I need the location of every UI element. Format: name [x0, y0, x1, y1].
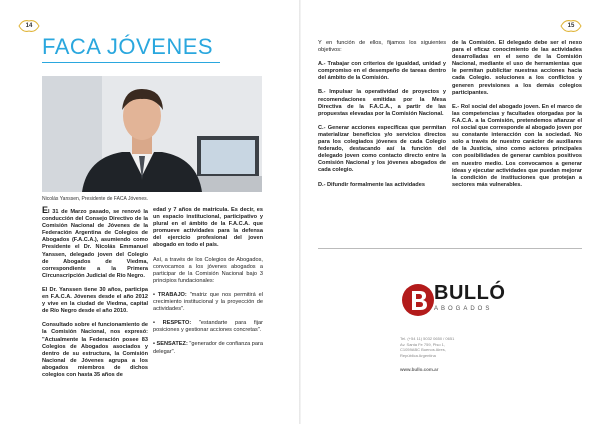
objective-c: C.- Generar acciones específicas que permitan materializar beneficios y/o servicios directos para los colegiados jóvenes de cada Colegio federado, destacando así la función del delegado joven como contacto directo entre la Comisión Nacional y los jóvenes abogados de cada colegio. — [318, 124, 446, 174]
page-gutter — [299, 0, 301, 424]
drop-cap: E — [42, 205, 49, 215]
portrait-illustration — [42, 76, 262, 192]
objective-a: A.- Trabajar con criterios de igualdad, unidad y compromiso en el desempeño de tareas dentro del ámbito de la Comisión. — [318, 61, 446, 82]
contact-line: Tel. (+54 11) 5032 0650 / 0651 — [400, 336, 455, 341]
paragraph-principles: Así, a través de los Colegios de Abogados, convocamos a los jóvenes abogados a participar de la Comisión Nacional bajo 3 principios fundacionales: — [153, 256, 263, 284]
website-link[interactable]: www.bullo.com.ar — [400, 367, 439, 372]
column-right-c — [318, 40, 446, 196]
brand-subtitle: ABOGADOS — [434, 306, 493, 312]
objective-b: B.- Impulsar la operatividad de proyectos y recomendaciones emitidas por la Mesa Directiva de la F.A.C.A., a partir de las propuestas elevadas por la Comisión Nacional. — [318, 89, 446, 117]
objective-d: D.- Difundir formalmente las actividades — [318, 181, 425, 188]
paragraph-space: edad y 7 años de matrícula. Es decir, es un espacio institucional, participativo y plural en el ámbito de la F.A.C.A. que promueve actividades para la defensa del ejercicio profesional del joven abogado en todo el país. — [153, 207, 263, 249]
photo-caption: Nicolás Yanssen, Presidente de FACA Jóvenes. — [42, 196, 148, 202]
article-headline: FACA JÓVENES — [42, 34, 214, 59]
contact-line: República Argentina — [400, 352, 436, 358]
paragraph-objectives-intro: Y en función de ellos, fijamos los siguientes objetivos: — [318, 40, 446, 54]
objective-e: E.- Rol social del abogado joven. En el marco de las competencias y facultades otorgadas por la F.A.C.A. a la Comisión, pretendemos afianzar el rol social que corresponde al abogado joven por su constante interacción con la sociedad. No solo a través de nuestro carácter de auxiliares de la Justicia, sino como actores principales con posibilidades de generar cambios positivos en nuestro medio. Los convocamos a generar ideas y ejecutar actividades que puedan mejorar la condición de instituciones que protejan a sectores más vulnerables. — [452, 103, 582, 188]
brand-name: BULLÓ — [434, 282, 506, 304]
column-left-b — [153, 207, 263, 363]
bullet-trabajo: • TRABAJO: "matriz que nos permitirá el crecimiento institucional y la proyección de actividades". — [153, 291, 263, 313]
objective-d-continued: de la Comisión. El delegado debe ser el nexo para el eficaz conocimiento de las actividades desarrolladas en el seno de la Comisión Nacional, mediante el uso de herramientas que le permitan publicitar nuestras acciones hacia cada Colegio. soluciones a los conflictos y generen previsiones a los demás colegios participantes. — [452, 40, 582, 96]
portrait-photo — [42, 76, 262, 192]
contact-line: Av. Santa Fe 759, Piso 1, — [400, 341, 445, 347]
page-number-left: 14 — [18, 18, 40, 34]
bullet-sensatez: • SENSATEZ: "generador de confianza para delegar". — [153, 341, 263, 355]
paragraph-intro: El 31 de Marzo pasado, se renovó la conducción del Consejo Directivo de la Comisión Nacional de Jóvenes de la Federación Argentina de Colegios de Abogados (F.A.C.A.), asumiendo como Presidente el Dr. Nicolás Emmanuel Yanssen, delegado joven del Colegio de Abogados de Viedma, correspondiente a la Primera Circunscripción Judicial de Río Negro. — [42, 205, 148, 279]
page-number-right: 15 — [560, 18, 582, 34]
paragraph-age: El Dr. Yanssen tiene 30 años, participa en F.A.C.A. Jóvenes desde el año 2012 y vive en la ciudad de Viedma, capital de Río Negro desde el año 2010. — [42, 286, 148, 315]
headline-underline — [42, 62, 220, 63]
bullet-respeto: • RESPETO: "estandarte para fijar posiciones y gestionar acciones concretas". — [153, 320, 263, 334]
column-right-d — [452, 40, 582, 196]
paragraph-quote: Consultado sobre el funcionamiento de la Comisión Nacional, nos expresó: "Actualmente la Federación posee 83 Colegios de Abogados asociados y dentro de su estructura, la Comisión Nacional de Jóvenes agrupa a los abogados miembros de dichos colegios con hasta 35 años de — [42, 322, 148, 378]
contact-block — [400, 336, 540, 358]
contact-line: C1059ABC Buenos Aires, — [400, 347, 446, 352]
column-left-a — [42, 207, 148, 386]
section-divider — [318, 248, 582, 249]
